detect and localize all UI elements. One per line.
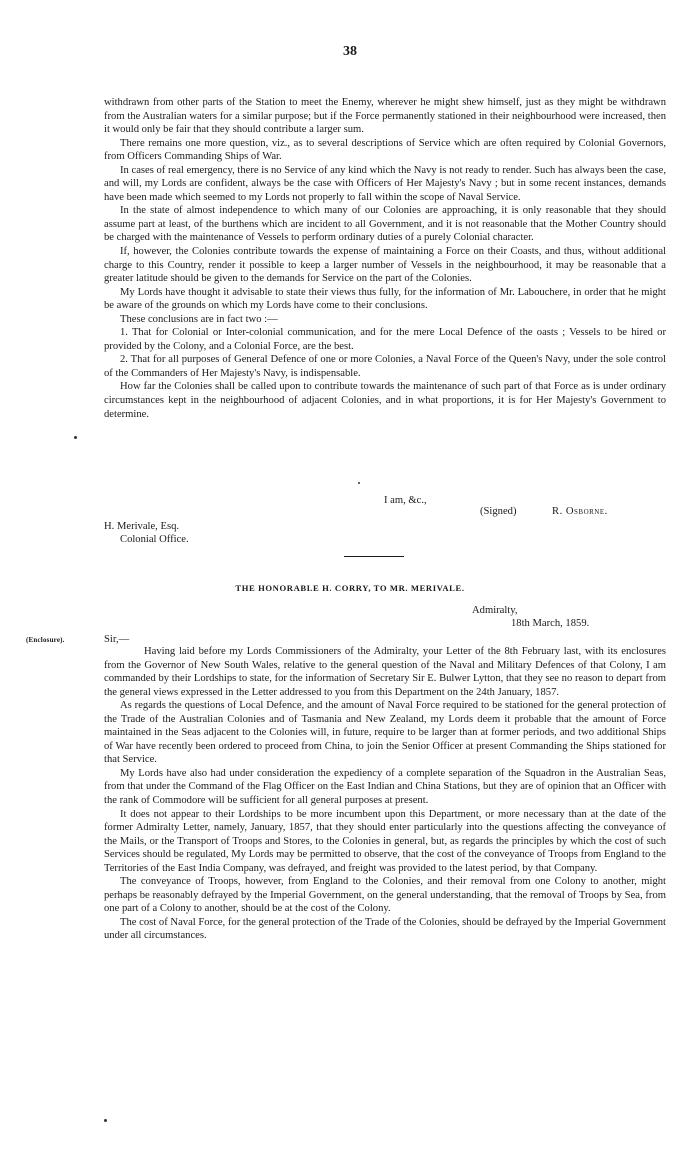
closing: I am, &c., xyxy=(384,495,427,506)
printer-mark xyxy=(358,482,360,484)
second-letter-body xyxy=(104,645,666,943)
paragraph: How far the Colonies shall be called upon to contribute towards the maintenance of such part of that Force as is under ordinary circumstances kept in the neighbourhood of adjacent Colonies, and in what proportions, it is for Her Majesty's Government to determine. xyxy=(104,381,666,420)
paragraph: The cost of Naval Force, for the general protection of the Trade of the Colonies, should be defrayed by the Imperial Government under all circumstances. xyxy=(104,916,666,942)
paragraph: It does not appear to their Lordships to be more incumbent upon this Department, or more necessary than at the date of the former Admiralty Letter, namely, January, 1857, that they should enter particularly into the questions affecting the conveyance of the Mails, or the Transport of Troops and Stores, to the Colonies in general, but, as regards the principles by which the cost of such Services should be regulated, My Lords may be permitted to observe, that the cost of the conveyance of Troops from England to the Territories of the East India Company, was defrayed, and freight was provided to the latest period, by that Company. xyxy=(104,808,666,874)
paragraph: As regards the questions of Local Defence, and the amount of Naval Force required to be stationed for the general protection of the Trade of the Australian Colonies and of Tasmania and New Zealand, my Lords deem it probable that the amount of Force maintained in the Seas adjacent to the Colonies will, in future, require to be larger than at former periods, and two additional Ships of War have recently been ordered to proceed from China, to join the Senior Officer at present Commanding the Ships stationed for that Service. xyxy=(104,700,666,766)
paragraph: The conveyance of Troops, however, from England to the Colonies, and their removal from one Colony to another, might perhaps be reasonably defrayed by the Imperial Government, on the general understanding, that the removal of Troops by Sea, from one part of a Colony to another, should be at the cost of the Colony. xyxy=(104,876,666,915)
paragraph: If, however, the Colonies contribute towards the expense of maintaining a Force on their Coasts, and thus, without additional charge to this Country, render it possible to keep a larger number of Vessels in the neighbourhood, it may be reasonable that a greater latitude should be given to the demands for Service on the part of the Colonies. xyxy=(104,246,666,285)
salutation: Sir,— xyxy=(104,634,130,645)
paragraph: My Lords have also had under consideration the expediency of a complete separation of the Squadron in the Australian Seas, from that under the Command of the Flag Officer on the East Indian and China Stations, but they are of opinion that an Officer with the rank of Commodore will be sufficient for all general purposes at present. xyxy=(104,767,666,807)
paragraph: In the state of almost independence to which many of our Colonies are approaching, it is only reasonable that they should assume part at least, of the burthens which are incident to all Government, and it is not reasonable that the Mother Country should be charged with the maintenance of Vessels to perform ordinary duties of a purely Colonial character. xyxy=(104,205,666,244)
paragraph: There remains one more question, viz., as to several descriptions of Service which are often required by Colonial Governors, from Officers Commanding Ships of War. xyxy=(104,137,666,163)
paragraph: Having laid before my Lords Commissioners of the Admiralty, your Letter of the 8th February last, with its enclosures from the Governor of New South Wales, relative to the general question of the Naval and Military Defences of that Colony, I am commanded by their Lordships to state, for the information of Secretary Sir E. Bulwer Lytton, that they see no reason to depart from the general views expressed in the Letter addressed to you from this Department on the 24th January, 1857. xyxy=(104,646,666,698)
printer-mark xyxy=(74,436,77,439)
numbered-conclusion: 1. That for Colonial or Inter-colonial communication, and for the mere Local Defence of the oasts ; Vessels to be hired or provided by the Colony, and a Colonial Force, are the best. xyxy=(104,327,666,352)
addressee-office: Colonial Office. xyxy=(120,534,189,545)
printer-mark xyxy=(104,1119,107,1122)
first-letter-body xyxy=(104,96,666,421)
letter-place: Admiralty, xyxy=(472,605,518,616)
signed-label: (Signed) xyxy=(480,506,517,517)
section-divider xyxy=(344,556,404,557)
paragraph: My Lords have thought it advisable to state their views thus fully, for the information of Mr. Labouchere, in order that he might be aware of the grounds on which my Lords have come to their conclusions. xyxy=(104,286,666,312)
signer-name: R. Osborne. xyxy=(552,506,608,517)
letter-heading: THE HONORABLE H. CORRY, TO MR. MERIVALE. xyxy=(235,583,465,593)
paragraph: In cases of real emergency, there is no Service of any kind which the Navy is not ready to render. Such has always been the case, and will, my Lords are confident, always be the case with Officers of Her Majesty's Navy ; but in some recent instances, demands have been made which seemed to my Lords not properly to fall within the scope of Naval Service. xyxy=(104,164,666,203)
letter-date: 18th March, 1859. xyxy=(511,618,590,629)
page-number: 38 xyxy=(343,44,357,59)
addressee-name: H. Merivale, Esq. xyxy=(104,521,180,532)
paragraph: These conclusions are in fact two :— xyxy=(120,313,278,325)
numbered-conclusion: 2. That for all purposes of General Defence of one or more Colonies, a Naval Force of the Queen's Navy, under the sole control of the Commanders of Her Majesty's Navy, is indispensable. xyxy=(104,354,666,379)
margin-note: (Enclosure). xyxy=(26,636,65,644)
paragraph: withdrawn from other parts of the Station to meet the Enemy, wherever he might shew himself, just as they might be withdrawn from the Australian waters for a similar purpose; but if the Force permanently stationed in their neighbourhood were increased, then it would only be fair that they should contribute a larger sum. xyxy=(104,97,666,136)
